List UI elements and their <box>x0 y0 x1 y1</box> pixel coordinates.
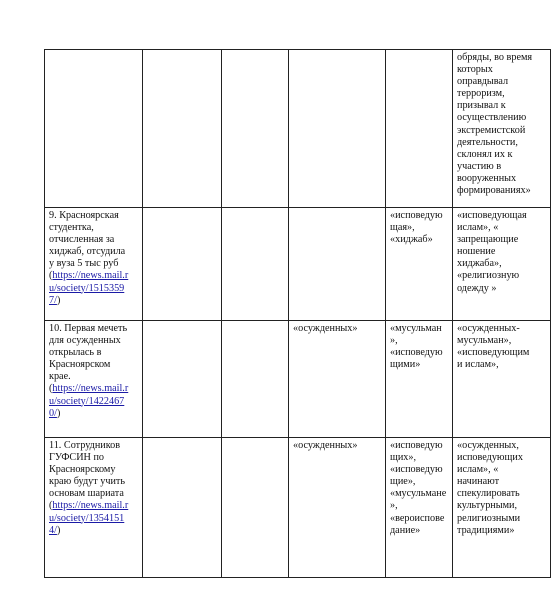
cell-keywords <box>386 438 453 578</box>
link-close-paren: ) <box>56 524 61 536</box>
empty-cell <box>143 321 222 438</box>
link-line <box>49 408 139 420</box>
link-open-paren: ( <box>49 500 53 512</box>
cell-context <box>453 208 551 321</box>
cell-news-title <box>45 50 143 208</box>
news-title-line: Красноярскому <box>49 464 116 476</box>
cell-text-line: щая», <box>390 222 415 234</box>
cell-text-line: «осужденных» <box>293 323 358 334</box>
cell-text-line: «вероиспове <box>390 512 445 524</box>
cell-text-line: оправдывал <box>457 76 509 88</box>
news-title-line: открылась в <box>49 347 102 359</box>
link-line <box>49 283 139 295</box>
news-title-line: крае. <box>49 371 71 383</box>
cell-news-title <box>45 321 143 438</box>
cell-text-line: «исповедующим <box>457 347 530 359</box>
empty-cell <box>143 50 222 208</box>
news-title-line: отчисленная за <box>49 234 115 246</box>
cell-text-line: », <box>390 500 398 512</box>
cell-text-line: щими» <box>390 359 421 371</box>
link-open-paren: ( <box>49 270 53 282</box>
link-line <box>49 396 139 408</box>
news-link[interactable]: 4/ <box>49 524 57 536</box>
news-title-line: хиджаб, отсудила <box>49 246 126 258</box>
news-link[interactable]: u/society/1354151 <box>49 512 125 524</box>
cell-keywords <box>386 208 453 321</box>
news-title-line: краю будут учить <box>49 476 126 488</box>
cell-context <box>453 438 551 578</box>
cell-text-line: ислам», « <box>457 222 499 234</box>
cell-text-line: щие», <box>390 476 416 488</box>
link-close-paren: ) <box>56 407 61 419</box>
cell-text-line: формированиях» <box>457 185 531 197</box>
news-title-line: студентка, <box>49 222 94 234</box>
cell-text-line: ношение <box>457 246 496 258</box>
news-title-line: 11. Сотрудников <box>49 440 121 451</box>
cell-text-line: «исповедую <box>390 464 443 476</box>
cell-text-line: религиозными <box>457 512 521 524</box>
link-line <box>49 513 139 525</box>
cell-term-group <box>289 208 386 321</box>
cell-news-title <box>45 208 143 321</box>
cell-text-line: деятельности, <box>457 136 518 148</box>
cell-text-line: «мусульман <box>390 323 442 334</box>
cell-context <box>453 50 551 208</box>
news-title-line: 9. Красноярская <box>49 210 119 221</box>
news-link[interactable]: https://news.mail.r <box>52 383 129 395</box>
link-open-paren: ( <box>49 383 53 395</box>
table-row <box>45 438 551 578</box>
cell-text-line: дание» <box>390 524 421 536</box>
cell-term-group <box>289 50 386 208</box>
cell-text-line: одежду » <box>457 282 497 294</box>
cell-text-line: «хиджаб» <box>390 234 433 246</box>
cell-text-line: которых <box>457 64 493 76</box>
news-title-line: Красноярском <box>49 359 111 371</box>
cell-text-line: «осужденных- <box>457 323 520 334</box>
cell-keywords <box>386 50 453 208</box>
cell-text-line: обряды, во время <box>457 52 533 63</box>
link-line <box>49 295 139 307</box>
empty-cell <box>143 438 222 578</box>
table-row <box>45 321 551 438</box>
cell-text-line: склонял их к <box>457 148 513 160</box>
empty-cell <box>222 208 289 321</box>
cell-text-line: начинают <box>457 476 500 488</box>
cell-text-line: «мусульмане <box>390 488 447 500</box>
cell-keywords <box>386 321 453 438</box>
news-link[interactable]: u/society/1422467 <box>49 395 125 407</box>
cell-text-line: «исповедую <box>390 347 443 359</box>
empty-cell <box>222 438 289 578</box>
news-title-line: для осужденных <box>49 335 121 347</box>
cell-text-line: культурными, <box>457 500 518 512</box>
cell-text-line: запрещающие <box>457 234 519 246</box>
cell-text-line: «осужденных, <box>457 440 519 451</box>
cell-text-line: экстремистской <box>457 124 526 136</box>
cell-text-line: спекулировать <box>457 488 520 500</box>
analysis-table <box>44 49 551 578</box>
news-link[interactable]: https://news.mail.r <box>52 270 129 282</box>
cell-text-line: хиджаба», <box>457 258 502 270</box>
cell-text-line: участию в <box>457 160 502 172</box>
cell-text-line: ислам», « <box>457 464 499 476</box>
table-row <box>45 208 551 321</box>
news-title-line: у вуза 5 тыс руб <box>49 258 119 270</box>
cell-text-line: «исповедую <box>390 440 443 451</box>
news-title-line: основам шариата <box>49 488 124 500</box>
cell-text-line: вооруженных <box>457 172 517 184</box>
news-title-line: 10. Первая мечеть <box>49 323 128 334</box>
news-link[interactable]: 0/ <box>49 407 57 419</box>
cell-term-group <box>289 321 386 438</box>
empty-cell <box>143 208 222 321</box>
cell-text-line: «исповедующая <box>457 210 527 221</box>
empty-cell <box>222 50 289 208</box>
link-line <box>49 383 139 395</box>
link-line <box>49 500 139 512</box>
cell-text-line: и ислам», <box>457 359 499 371</box>
cell-context <box>453 321 551 438</box>
cell-text-line: «исповедую <box>390 210 443 221</box>
news-link[interactable]: u/society/1515359 <box>49 282 125 294</box>
link-close-paren: ) <box>56 294 61 306</box>
table-row <box>45 50 551 208</box>
link-line <box>49 525 139 537</box>
cell-text-line: », <box>390 335 398 347</box>
cell-text-line: «осужденных» <box>293 440 358 451</box>
cell-text-line: призывал к <box>457 100 506 112</box>
link-line <box>49 270 139 282</box>
news-link[interactable]: 7/ <box>49 294 57 306</box>
cell-text-line: «религиозную <box>457 270 520 282</box>
news-link[interactable]: https://news.mail.r <box>52 500 129 512</box>
cell-term-group <box>289 438 386 578</box>
cell-text-line: мусульман», <box>457 335 512 347</box>
cell-text-line: осуществлению <box>457 112 527 124</box>
cell-text-line: традициями» <box>457 524 515 536</box>
cell-text-line: щих», <box>390 452 417 464</box>
empty-cell <box>222 321 289 438</box>
cell-text-line: исповедующих <box>457 452 523 464</box>
cell-news-title <box>45 438 143 578</box>
cell-text-line: терроризм, <box>457 88 505 100</box>
news-title-line: ГУФСИН по <box>49 452 104 464</box>
